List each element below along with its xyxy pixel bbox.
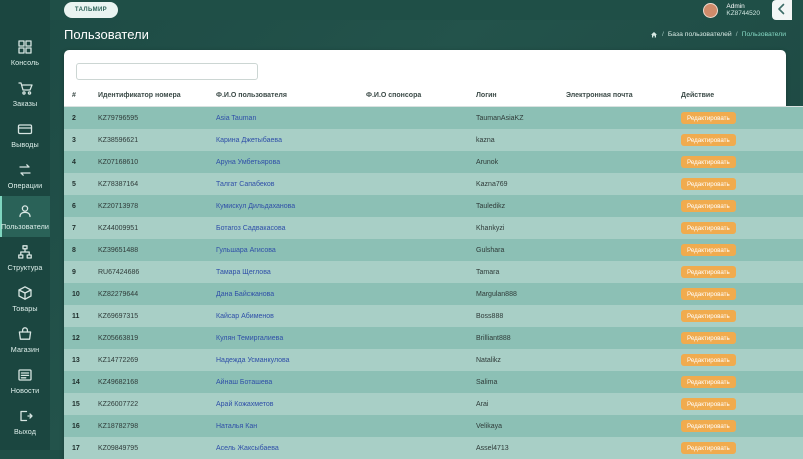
edit-button[interactable]: Редактировать (681, 156, 736, 168)
cell-user-name[interactable] (208, 415, 358, 437)
cell-email (558, 327, 673, 349)
cell-number-id: KZ26007722 (90, 393, 208, 415)
cell-index: 10 (64, 283, 90, 305)
cell-index: 4 (64, 151, 90, 173)
cell-sponsor (358, 239, 468, 261)
table-header (64, 86, 803, 107)
cell-number-id: KZ18782798 (90, 415, 208, 437)
cell-user-name[interactable] (208, 437, 358, 459)
cell-action (673, 239, 803, 261)
breadcrumb-current: Пользователи (742, 31, 786, 38)
table-row[interactable] (64, 217, 803, 239)
cell-email (558, 129, 673, 151)
sidebar-item-label: Консоль (11, 58, 39, 67)
column-header-6: Электронная почта (558, 86, 673, 107)
exchange-icon (17, 162, 33, 178)
cell-action (673, 217, 803, 239)
cell-index: 12 (64, 327, 90, 349)
cell-number-id: RU67424686 (90, 261, 208, 283)
cell-number-id: KZ20713978 (90, 195, 208, 217)
users-card (64, 50, 786, 459)
cell-number-id: KZ79796595 (90, 107, 208, 130)
cell-action (673, 371, 803, 393)
cell-email (558, 305, 673, 327)
sidebar-item-label: Операции (8, 181, 42, 190)
edit-button[interactable]: Редактировать (681, 376, 736, 388)
cell-login: Brilliant888 (468, 327, 558, 349)
cell-sponsor (358, 305, 468, 327)
cell-index: 16 (64, 415, 90, 437)
sidebar-item-label: Выводы (11, 140, 39, 149)
edit-button[interactable]: Редактировать (681, 200, 736, 212)
user-link[interactable]: Талгат Сапабеков (216, 181, 275, 188)
cell-sponsor (358, 261, 468, 283)
cell-sponsor (358, 371, 468, 393)
user-link[interactable]: Карина Джетыбаева (216, 137, 282, 144)
sidebar-item-8[interactable] (0, 319, 50, 360)
edit-button[interactable]: Редактировать (681, 178, 736, 190)
cell-index: 15 (64, 393, 90, 415)
cell-user-name[interactable] (208, 327, 358, 349)
table-row[interactable] (64, 261, 803, 283)
column-header-3: Ф.И.О пользователя (208, 86, 358, 107)
table-row[interactable] (64, 349, 803, 371)
cell-sponsor (358, 415, 468, 437)
cell-login: Gulshara (468, 239, 558, 261)
cell-action (673, 195, 803, 217)
cell-login: Arunok (468, 151, 558, 173)
edit-button[interactable]: Редактировать (681, 442, 736, 454)
cell-index: 8 (64, 239, 90, 261)
cell-user-name[interactable] (208, 371, 358, 393)
cell-email (558, 349, 673, 371)
sidebar (0, 0, 50, 450)
user-link[interactable]: Ботагоз Садвакасова (216, 225, 285, 232)
sidebar-item-5[interactable] (0, 196, 50, 237)
cell-email (558, 151, 673, 173)
search-bar (64, 50, 786, 86)
cell-action (673, 415, 803, 437)
edit-button[interactable]: Редактировать (681, 354, 736, 366)
breadcrumb (650, 31, 786, 39)
sidebar-item-label: Заказы (13, 99, 38, 108)
table-row[interactable] (64, 393, 803, 415)
table-row[interactable] (64, 327, 803, 349)
sidebar-item-label: Выход (14, 427, 36, 436)
arrow-left-icon (774, 1, 790, 17)
cell-action (673, 393, 803, 415)
sidebar-item-2[interactable] (0, 73, 50, 114)
cell-action (673, 173, 803, 195)
edit-button[interactable]: Редактировать (681, 332, 736, 344)
cell-email (558, 195, 673, 217)
edit-button[interactable]: Редактировать (681, 398, 736, 410)
cell-sponsor (358, 217, 468, 239)
cell-sponsor (358, 349, 468, 371)
table-row[interactable] (64, 371, 803, 393)
cell-sponsor (358, 173, 468, 195)
user-link[interactable]: Кайсар Абименов (216, 313, 274, 320)
cell-number-id: KZ78387164 (90, 173, 208, 195)
user-icon (17, 203, 33, 219)
cell-action (673, 437, 803, 459)
edit-button[interactable]: Редактировать (681, 134, 736, 146)
cell-user-name[interactable] (208, 393, 358, 415)
cell-index: 13 (64, 349, 90, 371)
cell-login: Kazna769 (468, 173, 558, 195)
cell-index: 11 (64, 305, 90, 327)
cell-action (673, 129, 803, 151)
cell-login: Boss888 (468, 305, 558, 327)
sidebar-item-label: Магазин (11, 345, 39, 354)
user-link[interactable]: Тамара Щеглова (216, 269, 271, 276)
edit-button[interactable]: Редактировать (681, 222, 736, 234)
breadcrumb-parent[interactable]: База пользователей (668, 31, 732, 38)
cell-sponsor (358, 437, 468, 459)
users-table (64, 86, 803, 459)
user-link[interactable]: Дана Байсжанова (216, 291, 274, 298)
cell-user-name[interactable] (208, 107, 358, 130)
table-row[interactable] (64, 195, 803, 217)
cell-email (558, 371, 673, 393)
grid-icon (17, 39, 33, 55)
topbar-right (703, 0, 792, 20)
cell-sponsor (358, 107, 468, 130)
cell-login: Tauledikz (468, 195, 558, 217)
avatar[interactable] (703, 3, 718, 18)
cell-login: Arai (468, 393, 558, 415)
user-link[interactable]: Аруна Умбетьярова (216, 159, 280, 166)
app-logo: ТАЛЬМИР (64, 2, 118, 18)
cell-login: Margulan888 (468, 283, 558, 305)
cell-index: 2 (64, 107, 90, 130)
cell-number-id: KZ07168610 (90, 151, 208, 173)
edit-button[interactable]: Редактировать (681, 112, 736, 124)
cell-login: Khankyzi (468, 217, 558, 239)
home-icon[interactable] (650, 31, 658, 39)
cell-number-id: KZ49682168 (90, 371, 208, 393)
cell-user-name[interactable] (208, 283, 358, 305)
cell-action (673, 327, 803, 349)
table-row[interactable] (64, 129, 803, 151)
cell-login: Assel4713 (468, 437, 558, 459)
cart-icon (17, 80, 33, 96)
cell-email (558, 107, 673, 130)
user-info (726, 3, 760, 18)
edit-button[interactable]: Редактировать (681, 244, 736, 256)
sidebar-item-label: Пользователи (1, 222, 49, 231)
cell-index: 9 (64, 261, 90, 283)
table-header-row (64, 86, 803, 107)
cell-sponsor (358, 327, 468, 349)
page-title: Пользователи (64, 27, 149, 42)
breadcrumb-separator-1: / (662, 31, 664, 38)
cell-user-name[interactable] (208, 239, 358, 261)
card-icon (17, 121, 33, 137)
shop-icon (17, 326, 33, 342)
logout-button[interactable] (772, 0, 792, 20)
cell-email (558, 217, 673, 239)
sidebar-item-label: Товары (12, 304, 37, 313)
table-body (64, 107, 803, 459)
sitemap-icon (17, 244, 33, 260)
sidebar-item-1[interactable] (0, 32, 50, 73)
user-link[interactable]: Айнаш Боташева (216, 379, 272, 386)
search-input[interactable] (76, 63, 258, 80)
user-link[interactable]: Надежда Усманкулова (216, 357, 290, 364)
cell-user-name[interactable] (208, 349, 358, 371)
edit-button[interactable]: Редактировать (681, 310, 736, 322)
cell-action (673, 305, 803, 327)
table-row[interactable] (64, 107, 803, 130)
cell-login: TaumanAsiaKZ (468, 107, 558, 130)
cell-number-id: KZ44009951 (90, 217, 208, 239)
edit-button[interactable]: Редактировать (681, 266, 736, 278)
column-header-2: Идентификатор номера (90, 86, 208, 107)
cell-login: Tamara (468, 261, 558, 283)
user-name: Admin (726, 3, 760, 10)
table-row[interactable] (64, 173, 803, 195)
cell-index: 7 (64, 217, 90, 239)
cell-index: 6 (64, 195, 90, 217)
table-scroll-area[interactable] (64, 86, 786, 459)
cell-email (558, 173, 673, 195)
cell-email (558, 239, 673, 261)
user-link[interactable]: Asia Tauman (216, 115, 256, 122)
cell-sponsor (358, 129, 468, 151)
user-id: KZ8744520 (726, 10, 760, 17)
sidebar-item-label: Структура (8, 263, 43, 272)
cell-action (673, 107, 803, 130)
cell-index: 17 (64, 437, 90, 459)
cell-number-id: KZ38596621 (90, 129, 208, 151)
main-area (50, 0, 800, 450)
cell-number-id: KZ82279644 (90, 283, 208, 305)
cell-email (558, 261, 673, 283)
sidebar-item-9[interactable] (0, 360, 50, 401)
cell-email (558, 393, 673, 415)
cell-index: 3 (64, 129, 90, 151)
column-header-5: Логин (468, 86, 558, 107)
cell-login: Velikaya (468, 415, 558, 437)
sidebar-item-label: Новости (11, 386, 40, 395)
column-header-4: Ф.И.О спонсора (358, 86, 468, 107)
table-row[interactable] (64, 283, 803, 305)
box-icon (17, 285, 33, 301)
cell-email (558, 283, 673, 305)
cell-user-name[interactable] (208, 195, 358, 217)
sidebar-item-7[interactable] (0, 278, 50, 319)
cell-login: kazna (468, 129, 558, 151)
cell-index: 14 (64, 371, 90, 393)
sidebar-item-3[interactable] (0, 114, 50, 155)
news-icon (17, 367, 33, 383)
column-header-1: # (64, 86, 90, 107)
cell-email (558, 415, 673, 437)
cell-user-name[interactable] (208, 261, 358, 283)
user-link[interactable]: Гульшара Агисова (216, 247, 276, 254)
table-row[interactable] (64, 305, 803, 327)
table-row[interactable] (64, 239, 803, 261)
user-link[interactable]: Кулян Темиргалиева (216, 335, 283, 342)
cell-action (673, 261, 803, 283)
cell-action (673, 151, 803, 173)
edit-button[interactable]: Редактировать (681, 420, 736, 432)
user-link[interactable]: Асель Жаксыбаева (216, 445, 279, 452)
cell-number-id: KZ69697315 (90, 305, 208, 327)
cell-index: 5 (64, 173, 90, 195)
cell-sponsor (358, 195, 468, 217)
cell-user-name[interactable] (208, 151, 358, 173)
breadcrumb-separator-2: / (736, 31, 738, 38)
cell-number-id: KZ14772269 (90, 349, 208, 371)
cell-login: Salima (468, 371, 558, 393)
column-header-7: Действие (673, 86, 803, 107)
user-link[interactable]: Кумискул Дильдаханова (216, 203, 295, 210)
cell-sponsor (358, 151, 468, 173)
cell-action (673, 349, 803, 371)
cell-number-id: KZ39651488 (90, 239, 208, 261)
user-link[interactable]: Наталья Кан (216, 423, 257, 430)
cell-user-name[interactable] (208, 305, 358, 327)
page-header (50, 20, 800, 50)
cell-email (558, 437, 673, 459)
table-row[interactable] (64, 437, 803, 459)
sidebar-item-10[interactable] (0, 401, 50, 442)
cell-user-name[interactable] (208, 217, 358, 239)
sidebar-item-4[interactable] (0, 155, 50, 196)
sidebar-item-6[interactable] (0, 237, 50, 278)
user-link[interactable]: Арай Кожахметов (216, 401, 274, 408)
table-row[interactable] (64, 415, 803, 437)
cell-user-name[interactable] (208, 129, 358, 151)
edit-button[interactable]: Редактировать (681, 288, 736, 300)
cell-sponsor (358, 283, 468, 305)
cell-action (673, 283, 803, 305)
top-bar (50, 0, 800, 20)
cell-login: Natalikz (468, 349, 558, 371)
exit-icon (17, 408, 33, 424)
table-row[interactable] (64, 151, 803, 173)
cell-number-id: KZ05663819 (90, 327, 208, 349)
cell-user-name[interactable] (208, 173, 358, 195)
cell-sponsor (358, 393, 468, 415)
cell-number-id: KZ09849795 (90, 437, 208, 459)
